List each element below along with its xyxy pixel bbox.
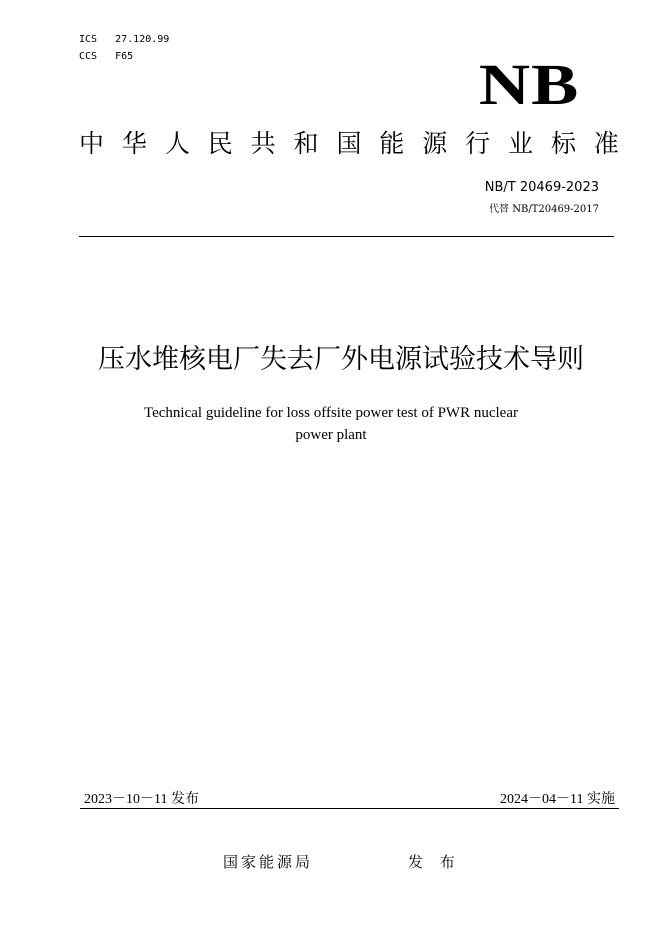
document-title-english [0, 402, 662, 446]
header-divider [79, 236, 614, 237]
publish-date: 2023－10－11 发布 [84, 792, 199, 807]
replaces-value: NB/T20469-2017 [512, 204, 599, 215]
standard-type-char: 华 [121, 129, 147, 158]
replaces-label: 代替 [489, 204, 510, 215]
nb-logo: NB [479, 52, 580, 117]
ics-code [79, 34, 169, 46]
ccs-value: F65 [115, 51, 134, 62]
standard-number: NB/T 20469-2023 [484, 180, 599, 195]
ccs-label: CCS [79, 51, 98, 62]
issuing-authority: 国家能源局 [223, 853, 314, 871]
issue-label: 发 布 [408, 853, 461, 871]
ics-value: 27.120.99 [115, 34, 170, 45]
standard-type-title [79, 129, 619, 159]
ics-label: ICS [79, 34, 98, 45]
document-title-chinese: 压水堆核电厂失去厂外电源试验技术导则 [98, 344, 584, 375]
standard-type-char: 中 [79, 129, 105, 158]
english-title-line: power plant [295, 427, 367, 443]
standard-type-char: 源 [422, 129, 448, 158]
standard-type-char: 民 [207, 129, 233, 158]
standard-type-char: 人 [164, 129, 190, 158]
standard-type-char: 和 [293, 129, 319, 158]
standard-type-char: 行 [465, 129, 491, 158]
implement-date: 2024－04－11 实施 [500, 792, 615, 807]
standard-type-char: 能 [379, 129, 405, 158]
footer-divider [80, 808, 619, 809]
standard-type-char: 准 [593, 129, 619, 158]
standard-type-char: 共 [250, 129, 276, 158]
standard-type-char: 业 [508, 129, 534, 158]
standard-type-char: 标 [550, 129, 576, 158]
english-title-line: Technical guideline for loss offsite power test of PWR nuclear [144, 405, 518, 421]
replaces-note [489, 200, 599, 215]
standard-type-char: 国 [336, 129, 362, 158]
ccs-code [79, 51, 133, 63]
